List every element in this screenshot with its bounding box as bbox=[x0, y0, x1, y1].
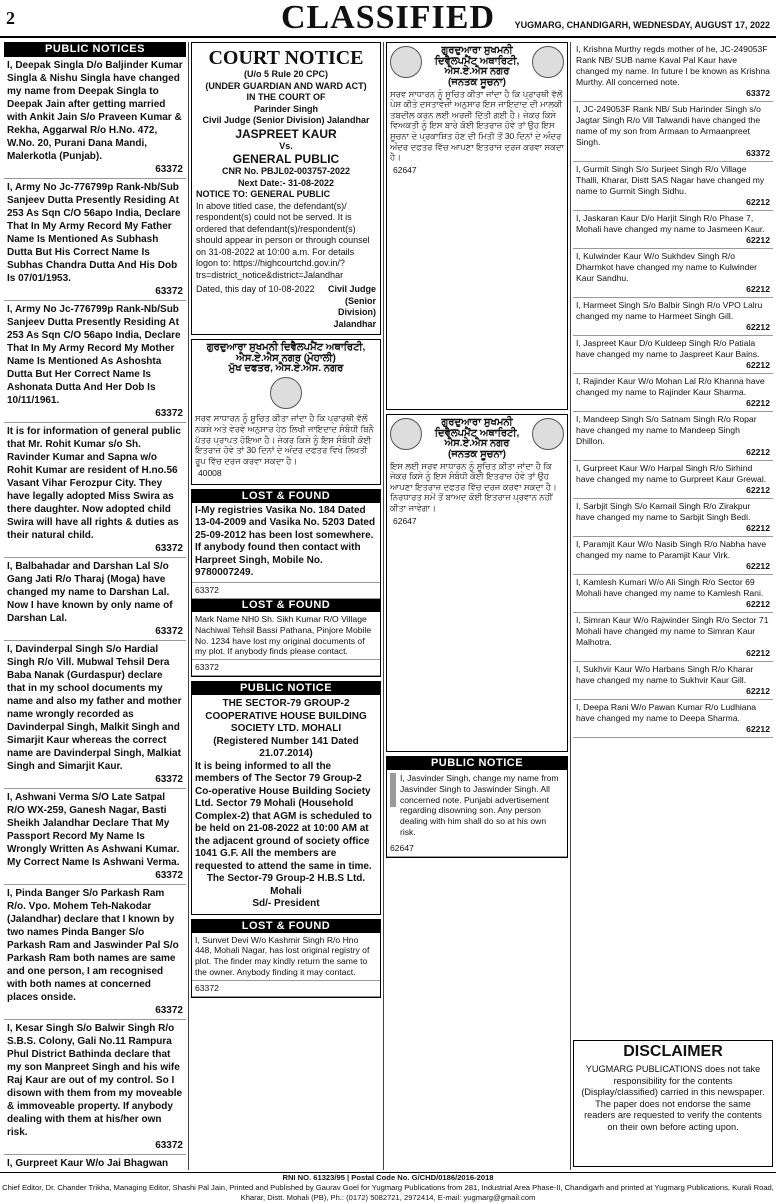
notice-dated: Dated, this day of 10-08-2022 bbox=[196, 284, 315, 294]
classified-ad-text: I, Ashwani Verma S/O Late Satpal R/O WX-259, Ganesh Nagar, Basti Sheikh Jalandhar Declare That My Passport Record My Name Is Wrongly Written As Ashwani Kumar. My Correct Name Is Ashwani Verma. bbox=[7, 792, 180, 868]
punjabi-notice-sub: (ਜਨਤਕ ਸੂਚਨਾ) bbox=[448, 449, 506, 460]
classified-ad bbox=[573, 537, 773, 575]
ad-ref: 63372 bbox=[155, 1140, 183, 1151]
ad-ref: 63372 bbox=[155, 408, 183, 419]
ad-ref: 63372 bbox=[155, 286, 183, 297]
disclaimer-body: YUGMARG PUBLICATIONS does not take responsibility for the contents (Display/classified) carried in this newspaper. The paper does not endorse the same readers are requested to verify the contents on their own before acting upon. bbox=[581, 1064, 765, 1132]
lost-found-title: LOST & FOUND bbox=[192, 599, 380, 612]
ad-ref: 63372 bbox=[746, 148, 770, 158]
masthead-title: CLASSIFIED bbox=[280, 0, 496, 36]
society-name: THE SECTOR-79 GROUP-2 COOPERATIVE HOUSE BUILDING SOCIETY LTD. MOHALI bbox=[205, 698, 367, 735]
classified-ad bbox=[4, 423, 186, 558]
classified-ad bbox=[573, 662, 773, 700]
court-notice-title: COURT NOTICE bbox=[208, 47, 364, 69]
masthead-bar bbox=[0, 0, 776, 38]
classified-ad bbox=[573, 374, 773, 412]
punjabi-notice-sub: (ਜਨਤਕ ਸੂਚਨਾ) bbox=[448, 77, 506, 88]
ad-ref: 62212 bbox=[746, 197, 770, 207]
court-name: IN THE COURT OF bbox=[246, 92, 326, 102]
versus: Vs. bbox=[279, 140, 293, 151]
classified-ad bbox=[573, 298, 773, 336]
society-sd: Sd/- President bbox=[252, 898, 320, 910]
judge-title: Civil Judge (Senior Division) Jalandhar bbox=[202, 115, 370, 125]
lost-found-box-2 bbox=[191, 919, 381, 998]
classified-ad bbox=[573, 412, 773, 461]
classified-ad bbox=[573, 42, 773, 102]
ad-ref: 62212 bbox=[746, 724, 770, 734]
column-divider bbox=[188, 42, 189, 1170]
column-2 bbox=[191, 42, 381, 1170]
ad-ref: 63372 bbox=[155, 164, 183, 175]
classified-ad-text: I, Army No Jc-776799p Rank-Nb/Sub Sanjeev Dutta Presently Residing At 253 As Sqn C/O 56apo India, Declare That In My Army Record My Mother Name Is Mentioned As Ashoshta Dutta But Her Correct Name Is Ashonata Dutta And Her Dob Is 10/11/1961. bbox=[7, 304, 181, 406]
classified-list bbox=[4, 57, 186, 1170]
lost-found-ad: I, Sunvet Devi W/o Kashmir Singh R/o Hno 448, Mohali Nagar, has lost original registry of plot. The finder may kindly return the same to the owner. Anybody finding it may contact. bbox=[192, 933, 380, 981]
classified-ad bbox=[4, 885, 186, 1020]
classified-ad bbox=[573, 102, 773, 162]
authority-seal bbox=[532, 46, 564, 78]
classified-ad-text: I, Davinderpal Singh S/o Hardial Singh R/o Vill. Mubwal Tehsil Dera Baba Nanak (Gurdaspur) declare that in my school documents my name and also my father and mother name wrongly recorded as Davinderpal Singh, Malkit Singh and Simarjit Kaur whereas the correct name are Davinderpal Singh, Malkiat Singh and Simarjit Kaur. bbox=[7, 644, 182, 772]
society-notice bbox=[191, 681, 381, 915]
classified-ad-text: I, Pinda Banger S/o Parkash Ram R/o. Vpo. Mohem Teh-Nakodar (Jalandhar) declare that I known by two names Pinda Banger S/o Parkash Ram and Jaswinder Pal S/o Parkash Ram both names are same and one person, I am recognised with both names at concerned places onside. bbox=[7, 888, 179, 1003]
classified-ad-text: I, Rajinder Kaur W/o Mohan Lal R/o Khanna have changed my name to Rajinder Kaur Sharma. bbox=[576, 376, 765, 397]
classified-ad-text: I, Deepa Rani W/o Pawan Kumar R/o Ludhiana have changed my name to Deepa Sharma. bbox=[576, 702, 757, 723]
classified-ad-text: I, Mandeep Singh S/o Satnam Singh R/o Ropar have changed my name to Mandeep Singh Dhillon. bbox=[576, 414, 757, 446]
society-reg: (Registered Number 141 Dated 21.07.2014) bbox=[213, 735, 359, 760]
ad-ref: 63372 bbox=[155, 1005, 183, 1016]
ad-ref: 63372 bbox=[192, 583, 380, 599]
classified-ad bbox=[4, 179, 186, 301]
classified-ad-text: I, Army No Jc-776799p Rank-Nb/Sub Sanjeev Dutta Presently Residing At 253 As Sqn C/O 56apo India, Declare That In My Army Record My Father Name Is Mentioned As Subhash Dutta But His Correct Name Is Subhas Chandra Dutta And His Dob Is 07/01/1953. bbox=[7, 182, 181, 284]
cnr-number: CNR No. PBJL02-003757-2022 bbox=[221, 166, 351, 176]
column-3 bbox=[386, 42, 568, 1170]
society-notice-title: PUBLIC NOTICE bbox=[192, 682, 380, 695]
classified-ad bbox=[573, 211, 773, 249]
lost-found-box bbox=[191, 489, 381, 677]
authority-seal bbox=[532, 418, 564, 450]
authority-seal bbox=[390, 46, 422, 78]
classified-ad bbox=[4, 1155, 186, 1170]
ad-ref: 62212 bbox=[746, 599, 770, 609]
disclaimer-title: DISCLAIMER bbox=[623, 1043, 723, 1060]
punjabi-notice-heading: ਗੁਰਦੁਆਰਾ ਸੁਖਮਨੀ ਦਿਵੈਲਪਮੈਂਟ ਅਥਾਰਿਟੀ, ਐਸ.ਏ.ਐਸ ਨਗਰ bbox=[434, 417, 520, 450]
ad-ref: 62212 bbox=[746, 360, 770, 370]
ad-ref: 62647 bbox=[387, 841, 567, 857]
classified-ad bbox=[573, 461, 773, 499]
classified-ad-text: I, Gurmit Singh S/o Surjeet Singh R/o Village Thalli, Kharar, Distt SAS Nagar have changed my name to Gurmit Singh Sidhu. bbox=[576, 164, 765, 196]
court-notice bbox=[191, 42, 381, 335]
lost-found-ad: I-My registries Vasika No. 184 Dated 13-04-2009 and Vasika No. 5203 Dated 25-09-2012 has been lost somewhere. If anybody found then contact with Harpreet Singh, Mobile No. 9780007249. bbox=[192, 503, 380, 583]
punjabi-notice-heading: ਗੁਰਦੁਆਰਾ ਸੁਖਮਨੀ ਦਿਵੈਲਪਮੈਂਟ ਅਥਾਰਿਟੀ, ਐਸ.ਏ.ਐਸ ਨਗਰ bbox=[434, 45, 520, 78]
lost-found-title: LOST & FOUND bbox=[192, 920, 380, 933]
ad-ref: 62212 bbox=[746, 686, 770, 696]
dateline: YUGMARG, CHANDIGARH, WEDNESDAY, AUGUST 17, 2022 bbox=[514, 20, 770, 30]
public-notice-title: PUBLIC NOTICE bbox=[387, 757, 567, 770]
punjabi-notice-body: ਇਸ ਲਈ ਸਰਵ ਸਾਧਾਰਨ ਨੂੰ ਸੂਚਿਤ ਕੀਤਾ ਜਾਂਦਾ ਹੈ ਕਿ ਜੇਕਰ ਕਿਸੇ ਨੂੰ ਇਸ ਸੰਬੰਧੀ ਕੋਈ ਇਤਰਾਜ਼ ਹੋਵੇ ਤਾਂ ਉਹ ਆਪਣਾ ਇਤਰਾਜ਼ ਦਫਤਰ ਵਿੱਚ ਦਰਜ ਕਰਵਾ ਸਕਦਾ ਹੈ। ਨਿਰਧਾਰਤ ਸਮੇਂ ਤੋਂ ਬਾਅਦ ਕੋਈ ਇਤਰਾਜ਼ ਪ੍ਰਵਾਨ ਨਹੀਂ ਕੀਤਾ ਜਾਵੇਗਾ। bbox=[390, 460, 557, 513]
punjabi-notice-heading: ਗੁਰਦੁਆਰਾ ਸੁਖਮਨੀ ਦਿਵੈਲਪਮੈਂਟ ਅਥਾਰਿਟੀ, ਐਸ.ਏ.ਐਸ ਨਗਰ (ਮੋਹਾਲੀ) bbox=[206, 342, 366, 364]
footer-rni: RNI NO. 61323/95 | Postal Code No. G/CHD/0186/2016-2018 bbox=[282, 1173, 494, 1182]
ad-ref: 62212 bbox=[746, 398, 770, 408]
classified-ad-text: I, JC-249053F Rank NB/ Sub Harinder Singh s/o Jagtar Singh R/o Vill Talwandi have changed the name of my son from Armaan to Armaanpreet Singh. bbox=[576, 104, 761, 147]
ad-ref: 63372 bbox=[746, 88, 770, 98]
classified-ad bbox=[573, 162, 773, 211]
punjabi-notice bbox=[386, 414, 568, 752]
classified-ad bbox=[573, 700, 773, 738]
classified-ad-text: I, Jaskaran Kaur D/o Harjit Singh R/o Phase 7, Mohali have changed my name to Jasmeen Kaur. bbox=[576, 213, 765, 234]
classified-ad bbox=[4, 789, 186, 885]
column-4 bbox=[573, 42, 773, 1036]
punjabi-notice-body: ਸਰਵ ਸਾਧਾਰਨ ਨੂੰ ਸੂਚਿਤ ਕੀਤਾ ਜਾਂਦਾ ਹੈ ਕਿ ਪ੍ਰਾਰਥੀ ਵੱਲੋਂ ਨਕਸ਼ੇ ਅਤੇ ਵੇਰਵੇ ਅਨੁਸਾਰ ਹੇਠ ਲਿਖੀ ਜਾਇਦਾਦ ਸੰਬੰਧੀ ਬਿਨੈ ਪੱਤਰ ਪ੍ਰਾਪਤ ਹੋਇਆ ਹੈ। ਜੇਕਰ ਕਿਸੇ ਨੂੰ ਇਸ ਸੰਬੰਧੀ ਕੋਈ ਇਤਰਾਜ਼ ਹੋਵੇ ਤਾਂ 30 ਦਿਨਾਂ ਦੇ ਅੰਦਰ ਦਫਤਰ ਵਿਖੇ ਲਿਖਤੀ ਰੂਪ ਵਿੱਚ ਦਰਜ ਕਰਵਾ ਸਕਦਾ ਹੈ। bbox=[195, 413, 374, 466]
party-2: GENERAL PUBLIC bbox=[232, 152, 340, 166]
authority-seal bbox=[270, 377, 302, 409]
public-notice bbox=[386, 756, 568, 858]
classified-ad-text: I, Paramjit Kaur W/o Nasib Singh R/o Nabha have changed my name to Paramjit Kaur Virk. bbox=[576, 539, 767, 560]
court-notice-act: (UNDER GUARDIAN AND WARD ACT) bbox=[205, 80, 367, 91]
classified-ad-text: I, Jaspreet Kaur D/o Kuldeep Singh R/o Patiala have changed my name to Jaspreet Kaur Bains. bbox=[576, 338, 760, 359]
section-title: PUBLIC NOTICES bbox=[4, 42, 186, 57]
ad-ref: 40008 bbox=[198, 468, 222, 479]
ad-ref: 62212 bbox=[746, 284, 770, 294]
classified-ad-text: It is for information of general public that Mr. Rohit Kumar s/o Sh. Ravinder Kumar and Sapna w/o Rohit Kumar are resident of H.no.56 Vasant Vihar Ferozpur City. They have legally adopted Miss Swira as there daughter. Now adopted child Swira will have all rights & duties as their natural child. bbox=[7, 426, 181, 541]
public-notice-body: I, Jasvinder Singh, change my name from Jasvinder Singh to Jaswinder Singh. All concerned note. Punjabi advertisement regarding disowning son. Any person dealing with him shall do so at his own risk. bbox=[399, 773, 559, 837]
ad-ref: 63372 bbox=[155, 626, 183, 637]
footer bbox=[0, 1172, 776, 1203]
disclaimer-box bbox=[573, 1040, 773, 1167]
ad-ref: 62212 bbox=[746, 447, 770, 457]
ad-ref: 63372 bbox=[155, 870, 183, 881]
photo bbox=[390, 773, 396, 807]
court-notice-rule: (U/o 5 Rule 20 CPC) bbox=[243, 69, 328, 79]
classified-ad-text: I, Harmeet Singh S/o Balbir Singh R/o VPO Lalru changed my name to Harmeet Singh Gill. bbox=[576, 300, 763, 321]
classified-ad bbox=[4, 57, 186, 179]
ad-ref: 63372 bbox=[155, 543, 183, 554]
classified-ad-text: I, Sukhvir Kaur W/o Harbans Singh R/o Kharar have changed my name to Sukhvir Kaur Gill. bbox=[576, 664, 754, 685]
classified-ad bbox=[573, 575, 773, 613]
lost-found-title: LOST & FOUND bbox=[192, 490, 380, 503]
column-divider bbox=[383, 42, 384, 1170]
ad-ref: 62212 bbox=[746, 561, 770, 571]
ad-ref: 62212 bbox=[746, 648, 770, 658]
authority-seal bbox=[390, 418, 422, 450]
column-divider bbox=[570, 42, 571, 1170]
classified-ad bbox=[4, 558, 186, 641]
classified-ad-text: I, Kesar Singh S/o Balwir Singh R/o S.B.S. Colony, Gali No.11 Rampura Phul District Bathinda declare that my son Manpreet Singh and his wife Raj Kaur are out of my control. So I disown with them from my moveable & immoveable property. If anybody dealing with them at his/her own risk. bbox=[7, 1023, 183, 1138]
punjabi-notice bbox=[386, 42, 568, 410]
punjabi-notice-body: ਸਰਵ ਸਾਧਾਰਨ ਨੂੰ ਸੂਚਿਤ ਕੀਤਾ ਜਾਂਦਾ ਹੈ ਕਿ ਪ੍ਰਾਰਥੀ ਵੱਲੋਂ ਪੇਸ਼ ਕੀਤੇ ਦਸਤਾਵੇਜ਼ਾਂ ਅਨੁਸਾਰ ਇਸ ਜਾਇਦਾਦ ਦੀ ਮਾਲਕੀ ਤਬਦੀਲ ਕਰਨ ਲਈ ਅਰਜ਼ੀ ਦਿੱਤੀ ਗਈ ਹੈ। ਜੇਕਰ ਕਿਸੇ ਵਿਅਕਤੀ ਨੂੰ ਇਸ ਬਾਰੇ ਕੋਈ ਇਤਰਾਜ਼ ਹੋਵੇ ਤਾਂ ਉਹ ਇਸ ਸੂਚਨਾ ਦੇ ਪ੍ਰਕਾਸ਼ਿਤ ਹੋਣ ਦੀ ਮਿਤੀ ਤੋਂ 30 ਦਿਨਾਂ ਦੇ ਅੰਦਰ ਅੰਦਰ ਦਫਤਰ ਵਿੱਚ ਆਪਣਾ ਇਤਰਾਜ਼ ਦਰਜ ਕਰਵਾ ਸਕਦਾ ਹੈ। bbox=[390, 88, 564, 163]
notice-to: NOTICE TO: GENERAL PUBLIC bbox=[196, 189, 331, 199]
party-1: JASPREET KAUR bbox=[235, 126, 337, 141]
ad-ref: 62647 bbox=[393, 164, 417, 175]
ad-ref: 62212 bbox=[746, 523, 770, 533]
classified-ad-text: I, Krishna Murthy regds mother of he, JC-249053F Rank NB/ SUB name Kaval Pal Kaur have changed my name. In future I be known as Krishna Murthy. All concerned note. bbox=[576, 44, 770, 87]
ad-ref: 62212 bbox=[746, 485, 770, 495]
classified-ad-text: I, Gurpreet Kaur W/o Harpal Singh R/o Sirhind have changed my name to Gurpreet Kaur Grewal. bbox=[576, 463, 767, 484]
footer-imprint: Chief Editor, Dr. Chander Trikha, Managing Editor, Shashi Pal Jain, Printed and Published by Gaurav Goel for Yugmarg Publications from 281, Industrial Area Phase-II, Chandigarh and printed at Yugmarg Publications, Kurali Road, Kharar, Distt. Mohali (PB), Ph.: (0172) 5082721, 2972414, E-mail: yugmarg@gmail.com bbox=[2, 1183, 774, 1202]
judge-name: Parinder Singh bbox=[253, 103, 318, 114]
classified-list bbox=[573, 42, 773, 738]
page-number: 2 bbox=[6, 8, 15, 28]
ad-ref: 63372 bbox=[192, 981, 380, 997]
classified-ad bbox=[573, 336, 773, 374]
court-notice-body: In above titled case, the defendant(s)/ respondent(s) could not be served. It is ordered that defendant(s)/respondent(s) should appear in person or through counsel on 31-08-2022 at 10:00 a.m. For details logon to: https://highcourtchd.gov.in/?trs=district_notice&district=Jalandhar bbox=[196, 200, 370, 280]
classified-ad-text: I, Kulwinder Kaur W/o Sukhdev Singh R/o Dharmkot have changed my name to Kulwinder Kaur Sandhu. bbox=[576, 251, 758, 283]
classified-ad-text: I, Kamlesh Kumari W/o Ali Singh R/o Sector 69 Mohali have changed my name to Kamlesh Rani. bbox=[576, 577, 764, 598]
ad-ref: 63372 bbox=[155, 774, 183, 785]
ad-ref: 62212 bbox=[746, 322, 770, 332]
ad-ref: 62212 bbox=[746, 235, 770, 245]
punjabi-notice-sub: ਮੁੱਖ ਦਫਤਰ, ਐਸ.ਏ.ਐਸ. ਨਗਰ bbox=[228, 363, 344, 375]
classified-ad-text: I, Gurpreet Kaur W/o Jai Bhagwan bbox=[7, 1158, 169, 1169]
classified-ad bbox=[573, 249, 773, 298]
column-1 bbox=[4, 42, 186, 1170]
classified-ad bbox=[4, 641, 186, 789]
lost-found-ad: Mark Name NH0 Sh. Sikh Kumar R/O Village Nachiwal Tehsil Bassi Pathana, Pinjore Mobile No. 1234 have lost my original documents of my plot. If anybody finds please contact. bbox=[192, 612, 380, 660]
society-sign: The Sector-79 Group-2 H.B.S Ltd. Mohali bbox=[206, 873, 366, 897]
ad-ref: 63372 bbox=[192, 660, 380, 676]
next-date: Next Date:- 31-08-2022 bbox=[237, 177, 335, 188]
classified-ad-text: I, Sarbjit Singh S/o Karnail Singh R/o Zirakpur have changed my name to Sarbjit Singh Bedi. bbox=[576, 501, 751, 522]
classified-ad bbox=[573, 499, 773, 537]
classified-ad-text: I, Simran Kaur W/o Rajwinder Singh R/o Sector 71 Mohali have changed my name to Simran Kaur Malhotra. bbox=[576, 615, 769, 647]
punjabi-notice bbox=[191, 339, 381, 485]
judge-sign: Civil Judge (Senior Division) Jalandhar bbox=[327, 284, 376, 329]
classified-ad-text: I, Deepak Singla D/o Baljinder Kumar Singla & Nishu Singla have changed my name from Deepak Singla to Deepak Jain after getting married with Ankit Jain S/o Praveen Kumar & Rekha, Aggarwal R/o H.No. 472, W.No. 20, Purani Dana Mandi, Malerkotla (Punjab). bbox=[7, 60, 183, 162]
classified-ad bbox=[4, 301, 186, 423]
classified-ad-text: I, Balbahadar and Darshan Lal S/o Gang Jati R/o Tharaj (Moga) have changed my name to Darshan Lal. Now I have known by only name of Darshan Lal. bbox=[7, 561, 173, 624]
classified-ad bbox=[4, 1020, 186, 1155]
classified-ad bbox=[573, 613, 773, 662]
ad-ref: 62647 bbox=[393, 515, 417, 526]
society-body: It is being informed to all the members of The Sector 79 Group-2 Co-operative House Building Society Ltd. Sector 79 Mohali (Household Complex-2) that AGM is scheduled to be held on 21-08-2022 at 10:00 AM at the adjacent ground of society office 1041 G.F. All the members are requested to attend the same in time. bbox=[195, 760, 372, 872]
